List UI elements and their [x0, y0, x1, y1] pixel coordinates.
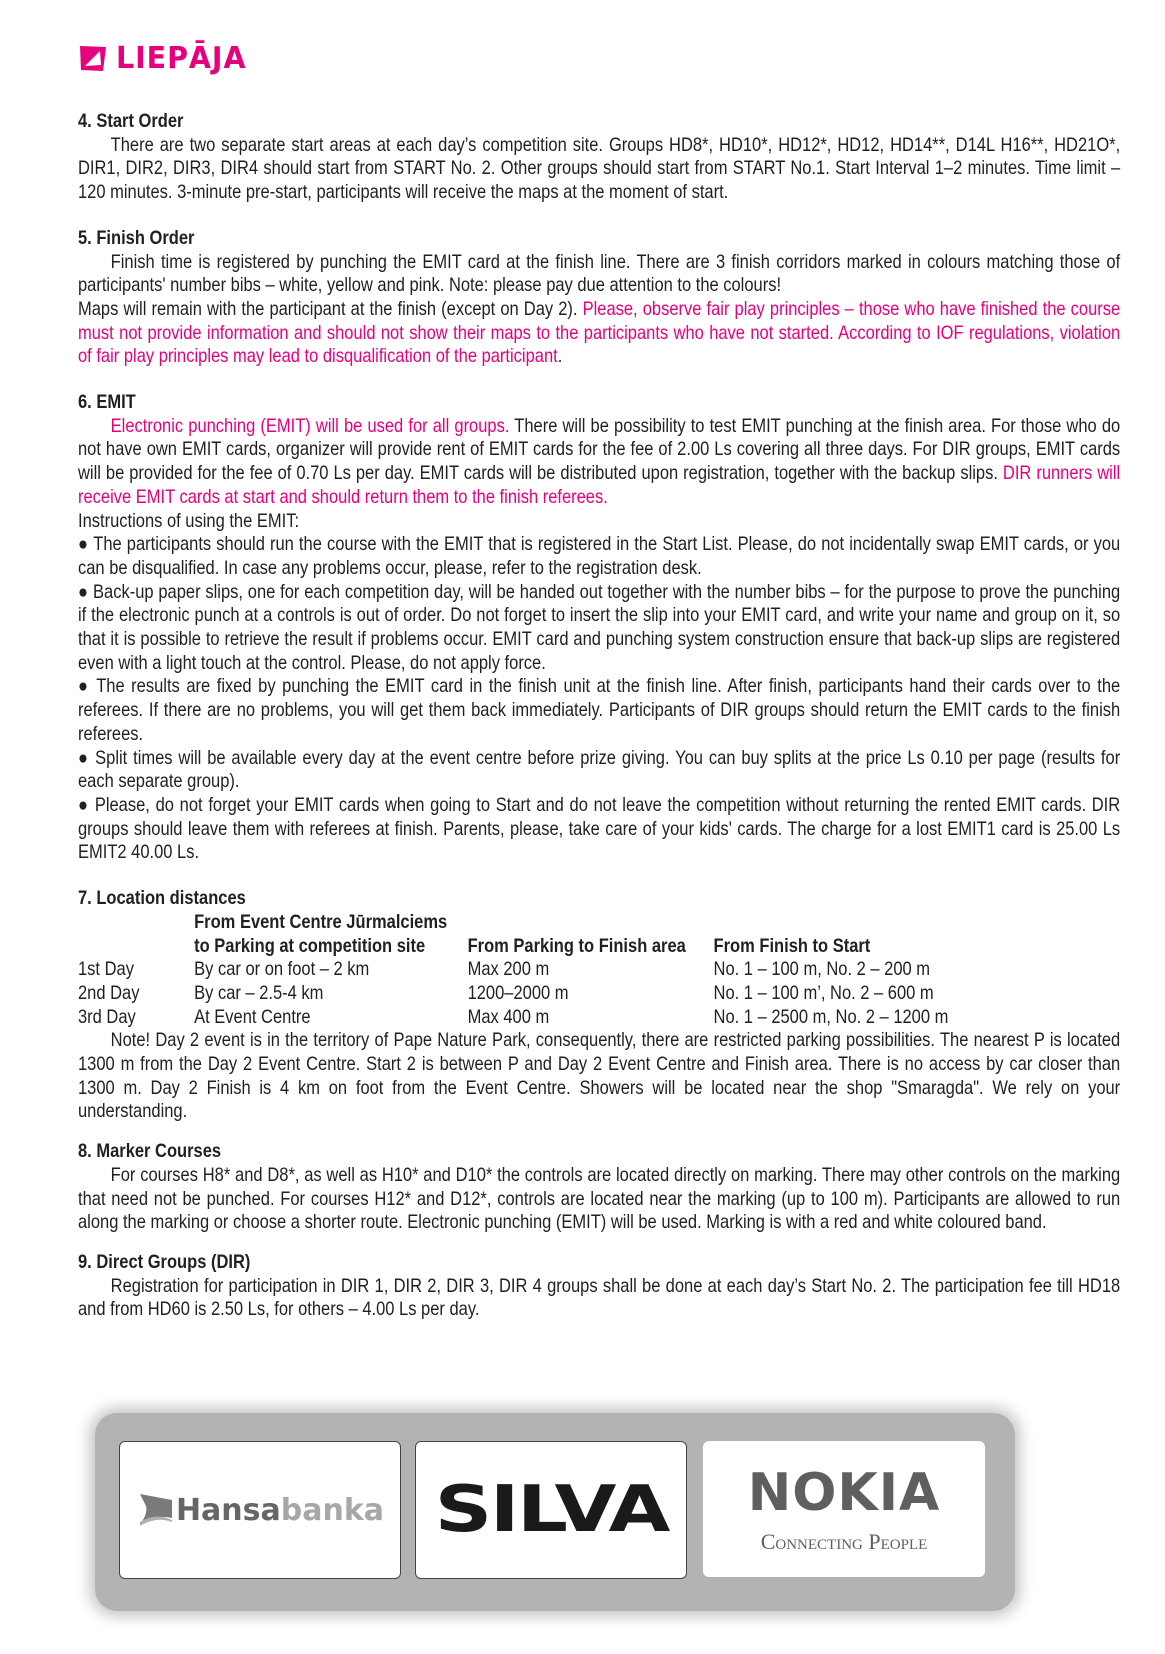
text-span: . — [557, 346, 563, 368]
table-row — [78, 958, 948, 982]
cell: No. 1 – 100 m’, No. 2 – 600 m — [713, 982, 934, 1004]
sponsor-hansabanka — [119, 1441, 401, 1579]
cell: Max 400 m — [467, 1006, 550, 1028]
distances-table — [78, 911, 948, 1030]
sponsor-nokia — [703, 1441, 985, 1577]
paragraph: Registration for participation in DIR 1, DIR 2, DIR 3, DIR 4 groups shall be done at each day’s Start No. 2. The participation fee till HD18 and from HD60 is 2.50 Ls, for others – 4.00 Ls per day. — [78, 1275, 1121, 1321]
header-text: From Event Centre Jūrmalciems — [194, 911, 448, 933]
dir-highlight: DIR runners will receive EMIT cards at start and should return them to the finish referees. — [78, 463, 1121, 508]
section-title: 6. EMIT — [78, 392, 136, 414]
bullet-item: ● Please, do not forget your EMIT cards when going to Start and do not leave the competition without returning the rented EMIT cards. DIR groups should leave them with referees at finish. Parents, please, take care of your kids' cards. The charge for a lost EMIT1 card is 25.00 Ls EMIT2 40.00 Ls. — [78, 794, 1121, 864]
section-start-order — [78, 110, 1120, 205]
header-cell — [194, 911, 467, 958]
hansabanka-logo — [136, 1492, 384, 1528]
header-cell: From Finish to Start — [713, 935, 871, 957]
cell: 1200–2000 m — [467, 982, 569, 1004]
paragraph: Finish time is registered by punching the EMIT card at the finish line. There are 3 finish corridors marked in colours matching those of participants' number bibs – white, yellow and pink. Note: please pay due attention to the colours! — [78, 251, 1121, 297]
emit-highlight: Electronic punching (EMIT) will be used for all groups. — [110, 415, 510, 437]
table-header-row — [78, 911, 948, 958]
section-emit — [78, 391, 1120, 865]
sponsors-banner — [95, 1413, 1015, 1611]
section-title: 9. Direct Groups (DIR) — [78, 1251, 251, 1273]
day-cell: 3rd Day — [78, 1006, 136, 1028]
cell: At Event Centre — [194, 1006, 311, 1028]
section-direct-groups — [78, 1251, 1120, 1322]
silva-logo: SILVA — [434, 1473, 668, 1547]
table-row — [78, 982, 948, 1006]
header-cell — [78, 911, 194, 958]
hansabanka-text-1: Hansa — [175, 1492, 281, 1528]
hansabanka-sail-icon — [136, 1492, 176, 1528]
logo-text: LIEPĀJA — [116, 40, 247, 76]
fair-play-warning: Please, observe fair play principles – those who have finished the course must not provide information and should not show their maps to the participants who have not started. According to IOF regulations, violation of fair play principles may lead to disqualification of the participant — [78, 298, 1121, 368]
text-span: Maps will remain with the participant at the finish (except on Day 2). — [78, 298, 583, 320]
header-text: to Parking at competition site — [194, 935, 426, 957]
cell: By car – 2.5-4 km — [194, 982, 324, 1004]
header-cell: From Parking to Finish area — [467, 935, 686, 957]
document-body — [78, 110, 1120, 1344]
liepaja-logo — [78, 40, 253, 76]
bullet-item: ● Back-up paper slips, one for each competition day, will be handed out together with the number bibs – for the purpose to prove the punching if the electronic punch at a controls is out of order. Do not forget to insert the slip into your EMIT card, and write your name and group on it, so that it is possible to retrieve the result if problems occur. EMIT card and punching system construction ensure that back-up slips are registered even with a light touch at the control. Please, do not apply force. — [78, 581, 1121, 674]
section-location-distances — [78, 887, 1120, 1124]
paragraph: Note! Day 2 event is in the territory of Pape Nature Park, consequently, there are restricted parking possibilities. The nearest P is located 1300 m from the Day 2 Event Centre. Start 2 is between P and Day 2 Event Centre and Finish area. There is no access by car closer than 1300 m. Day 2 Finish is 4 km on foot from the Event Centre. Showers will be located near the shop "Smaragda". We rely on your understanding. — [78, 1030, 1121, 1123]
nokia-logo: NOKIA — [747, 1463, 941, 1523]
cell: By car or on foot – 2 km — [194, 959, 370, 981]
section-marker-courses — [78, 1140, 1120, 1235]
hansabanka-text-2: banka — [280, 1492, 385, 1528]
section-title: 8. Marker Courses — [78, 1141, 222, 1163]
paragraph — [78, 415, 1120, 510]
cell: No. 1 – 2500 m, No. 2 – 1200 m — [713, 1006, 949, 1028]
day-cell: 2nd Day — [78, 982, 140, 1004]
liepaja-logo-icon — [78, 43, 108, 73]
bullet-item: ● The participants should run the course with the EMIT that is registered in the Start List. Please, do not incidentally swap EMIT cards, or you can be disqualified. In case any problems occur, please, refer to the registration desk. — [78, 534, 1121, 579]
section-finish-order — [78, 227, 1120, 369]
instructions-label: Instructions of using the EMIT: — [78, 510, 300, 532]
bullet-item: ● Split times will be available every day at the event centre before prize giving. You can buy splits at the price Ls 0.10 per page (results for each separate group). — [78, 747, 1121, 793]
table-row — [78, 1006, 948, 1030]
section-title: 4. Start Order — [78, 111, 184, 132]
section-title: 7. Location distances — [78, 888, 246, 910]
paragraph: For courses H8* and D8*, as well as H10* and D10* the controls are located directly on marking. There may other controls on the marking that need not be punched. For courses H12* and D12*, controls are located near the marking (up to 100 m). Participants are allowed to run along the marking or choose a shorter route. Electronic punching (EMIT) will be used. Marking is with a red and white coloured band. — [78, 1164, 1121, 1234]
cell: Max 200 m — [467, 959, 550, 981]
cell: No. 1 – 100 m, No. 2 – 200 m — [713, 959, 931, 981]
text-span: There will be possibility to test EMIT punching at the finish area. For those who do not have own EMIT cards, organizer will provide rent of EMIT cards for the fee of 2.00 Ls covering all three days. For DIR groups, EMIT cards will be provided for the fee of 0.70 Ls per day. EMIT cards will be distributed upon registration, together with the backup slips. — [78, 415, 1121, 485]
paragraph: There are two separate start areas at each day’s competition site. Groups HD8*, HD10*, HD12*, HD12, HD14**, D14L H16**, HD21O*, DIR1, DIR2, DIR3, DIR4 should start from START No. 2. Other groups should start from START No.1. Start Interval 1–2 minutes. Time limit – 120 minutes. 3-minute pre-start, participants will receive the maps at the moment of start. — [78, 134, 1121, 204]
nokia-tagline: Connecting People — [760, 1529, 928, 1554]
sponsor-silva — [415, 1441, 687, 1579]
bullet-item: ● The results are fixed by punching the EMIT card in the finish unit at the finish line. After finish, participants hand their cards over to the referees. If there are no problems, you will get them back immediately. Participants of DIR groups should return the EMIT cards to the finish referees. — [78, 676, 1121, 745]
paragraph — [78, 298, 1120, 369]
day-cell: 1st Day — [78, 959, 134, 981]
section-title: 5. Finish Order — [78, 227, 195, 249]
